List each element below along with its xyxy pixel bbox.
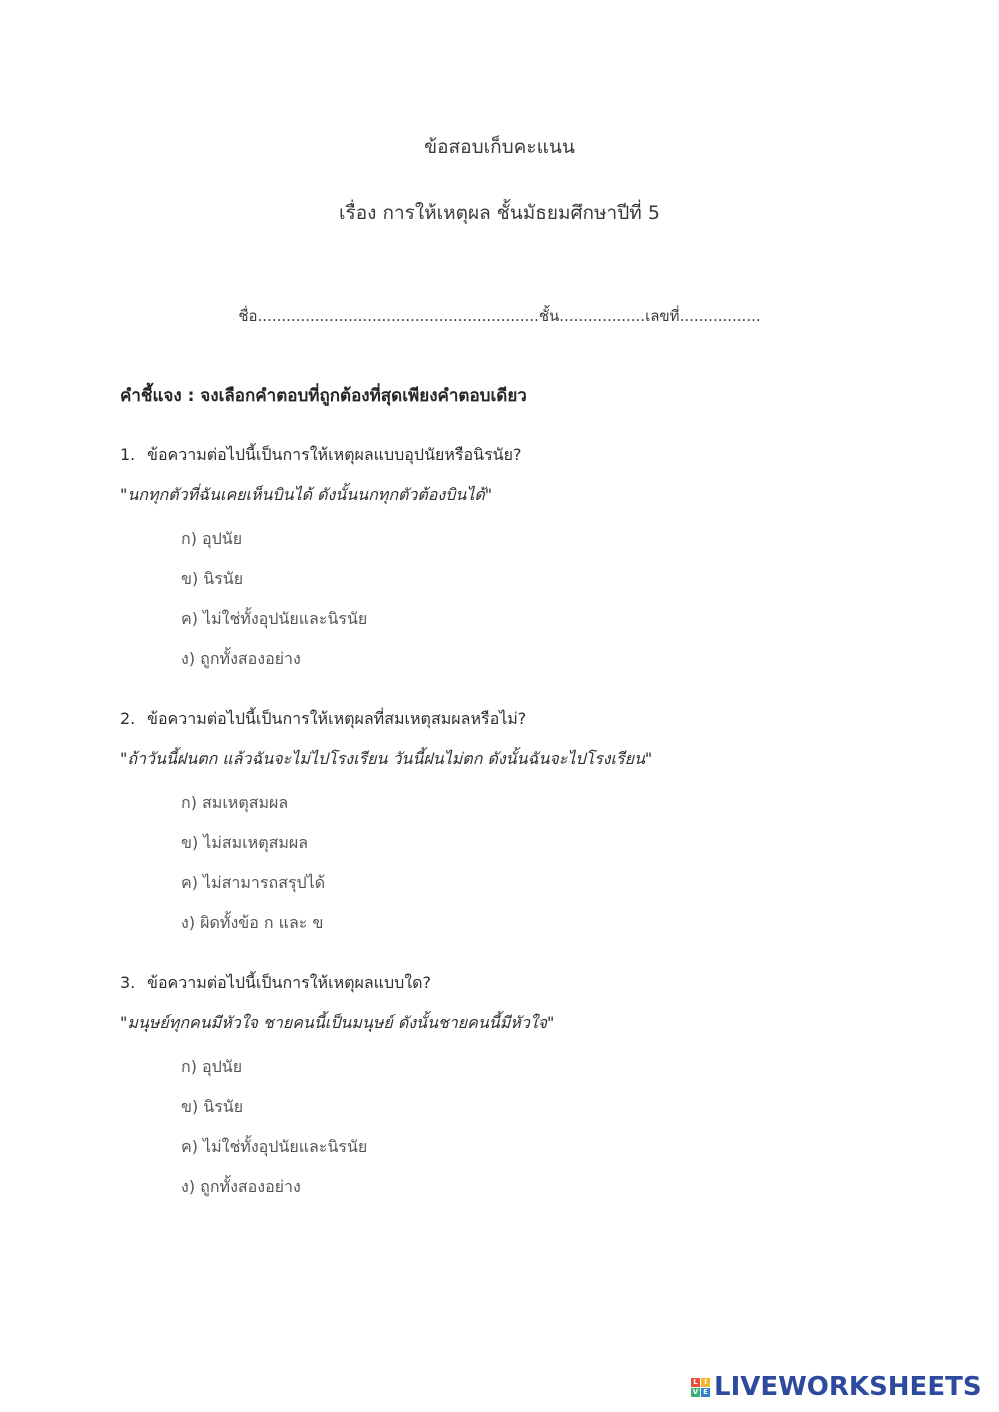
logo-mark-i: I (701, 1378, 710, 1387)
question-text: ข้อความต่อไปนี้เป็นการให้เหตุผลที่สมเหตุสมผลหรือไม่? (147, 709, 527, 728)
question-1-choice-c[interactable]: ค) ไม่ใช่ทั้งอุปนัยและนิรนัย (181, 609, 368, 628)
question-number: 1. (120, 445, 136, 464)
question-2-choice-a[interactable]: ก) สมเหตุสมผล (181, 793, 289, 812)
page-title: ข้อสอบเก็บคะแนน (424, 136, 575, 158)
question-3-choice-a[interactable]: ก) อุปนัย (181, 1057, 243, 1076)
question-3 (120, 971, 431, 996)
question-2-choice-c[interactable]: ค) ไม่สามารถสรุปได้ (181, 873, 326, 892)
logo-text: LIVEWORKSHEETS (714, 1372, 982, 1402)
question-2-choice-d[interactable]: ง) ผิดทั้งข้อ ก และ ข (181, 913, 324, 932)
question-1-choice-b[interactable]: ข) นิรนัย (181, 569, 244, 588)
question-number: 2. (120, 709, 136, 728)
question-3-choice-d[interactable]: ง) ถูกทั้งสองอย่าง (181, 1177, 301, 1196)
liveworksheets-logo (691, 1373, 982, 1401)
logo-mark-v: V (692, 1387, 699, 1396)
question-2-quote: "ถ้าวันนี้ฝนตก แล้วฉันจะไม่ไปโรงเรียน วันนี้ฝนไม่ตก ดังนั้นฉันจะไปโรงเรียน" (120, 749, 653, 768)
question-text: ข้อความต่อไปนี้เป็นการให้เหตุผลแบบอุปนัยหรือนิรนัย? (147, 445, 522, 464)
question-2 (120, 707, 526, 732)
question-3-quote: "มนุษย์ทุกคนมีหัวใจ ชายคนนี้เป็นมนุษย์ ดังนั้นชายคนนี้มีหัวใจ" (120, 1013, 555, 1032)
question-3-choice-b[interactable]: ข) นิรนัย (181, 1097, 244, 1116)
logo-mark-icon (691, 1378, 710, 1397)
question-3-choice-c[interactable]: ค) ไม่ใช่ทั้งอุปนัยและนิรนัย (181, 1137, 368, 1156)
logo-mark-e: E (701, 1388, 710, 1397)
question-2-choice-b[interactable]: ข) ไม่สมเหตุสมผล (181, 833, 309, 852)
page-subtitle: เรื่อง การให้เหตุผล ชั้นมัธยมศึกษาปีที่ 5 (339, 202, 660, 224)
question-1 (120, 443, 521, 468)
instructions: คำชี้แจง : จงเลือกคำตอบที่ถูกต้องที่สุดเพียงคำตอบเดียว (120, 386, 527, 406)
question-1-quote: "นกทุกตัวที่ฉันเคยเห็นบินได้ ดังนั้นนกทุกตัวต้องบินได้" (120, 485, 493, 504)
question-number: 3. (120, 973, 136, 992)
question-1-choice-a[interactable]: ก) อุปนัย (181, 529, 243, 548)
question-1-choice-d[interactable]: ง) ถูกทั้งสองอย่าง (181, 649, 301, 668)
logo-mark-l: L (691, 1378, 700, 1387)
question-text: ข้อความต่อไปนี้เป็นการให้เหตุผลแบบใด? (147, 973, 431, 992)
student-info-line: ชื่อ...........................................................ชั้น..................เลขที่................. (238, 307, 761, 325)
